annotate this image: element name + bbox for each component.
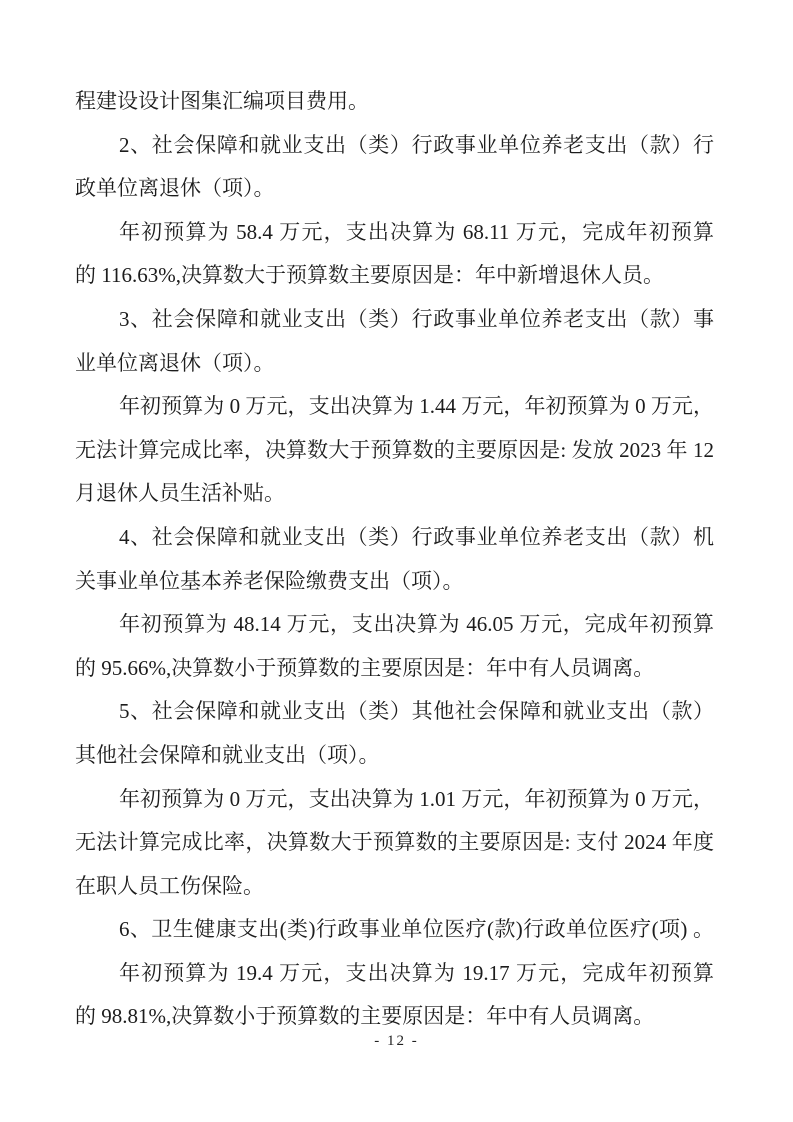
text-line: 政单位离退休（项）。 <box>75 176 275 201</box>
text-line: 业单位离退休（项）。 <box>75 350 275 375</box>
text-line: 的 116.63%,决算数大于预算数主要原因是：年中新增退休人员。 <box>75 263 664 288</box>
text-line: 在职人员工伤保险。 <box>75 873 264 898</box>
text-line: 2、社会保障和就业支出（类）行政事业单位养老支出（款）行 <box>119 132 714 157</box>
text-line: 年初预算为 0 万元，支出决算为 1.44 万元，年初预算为 0 万元， <box>119 394 714 419</box>
text-line: 其他社会保障和就业支出（项）。 <box>75 742 380 767</box>
text-line: 6、卫生健康支出(类)行政事业单位医疗(款)行政单位医疗(项) 。 <box>119 917 714 942</box>
text-line: 3、社会保障和就业支出（类）行政事业单位养老支出（款）事 <box>119 306 714 331</box>
text-line: 月退休人员生活补贴。 <box>75 481 285 506</box>
text-line: 的 95.66%,决算数小于预算数的主要原因是：年中有人员调离。 <box>75 655 655 680</box>
text-line: 的 98.81%,决算数小于预算数的主要原因是：年中有人员调离。 <box>75 1004 655 1029</box>
text-line: 5、社会保障和就业支出（类）其他社会保障和就业支出（款） <box>119 699 714 724</box>
text-line: 年初预算为 0 万元，支出决算为 1.01 万元，年初预算为 0 万元， <box>119 786 714 811</box>
text-line: 无法计算完成比率，决算数大于预算数的主要原因是: 支付 2024 年度 <box>75 830 714 855</box>
body-text <box>75 80 714 1039</box>
text-line: 年初预算为 58.4 万元，支出决算为 68.11 万元，完成年初预算 <box>119 219 714 244</box>
page-number: - 12 - <box>374 1033 419 1049</box>
text-line: 年初预算为 48.14 万元，支出决算为 46.05 万元，完成年初预算 <box>119 612 714 637</box>
text-line: 年初预算为 19.4 万元，支出决算为 19.17 万元，完成年初预算 <box>119 960 714 985</box>
text-line: 程建设设计图集汇编项目费用。 <box>75 89 369 113</box>
text-line: 4、社会保障和就业支出（类）行政事业单位养老支出（款）机 <box>119 524 714 549</box>
text-line: 无法计算完成比率，决算数大于预算数的主要原因是: 发放 2023 年 12 <box>75 437 714 462</box>
text-line: 关事业单位基本养老保险缴费支出（项）。 <box>75 568 464 593</box>
